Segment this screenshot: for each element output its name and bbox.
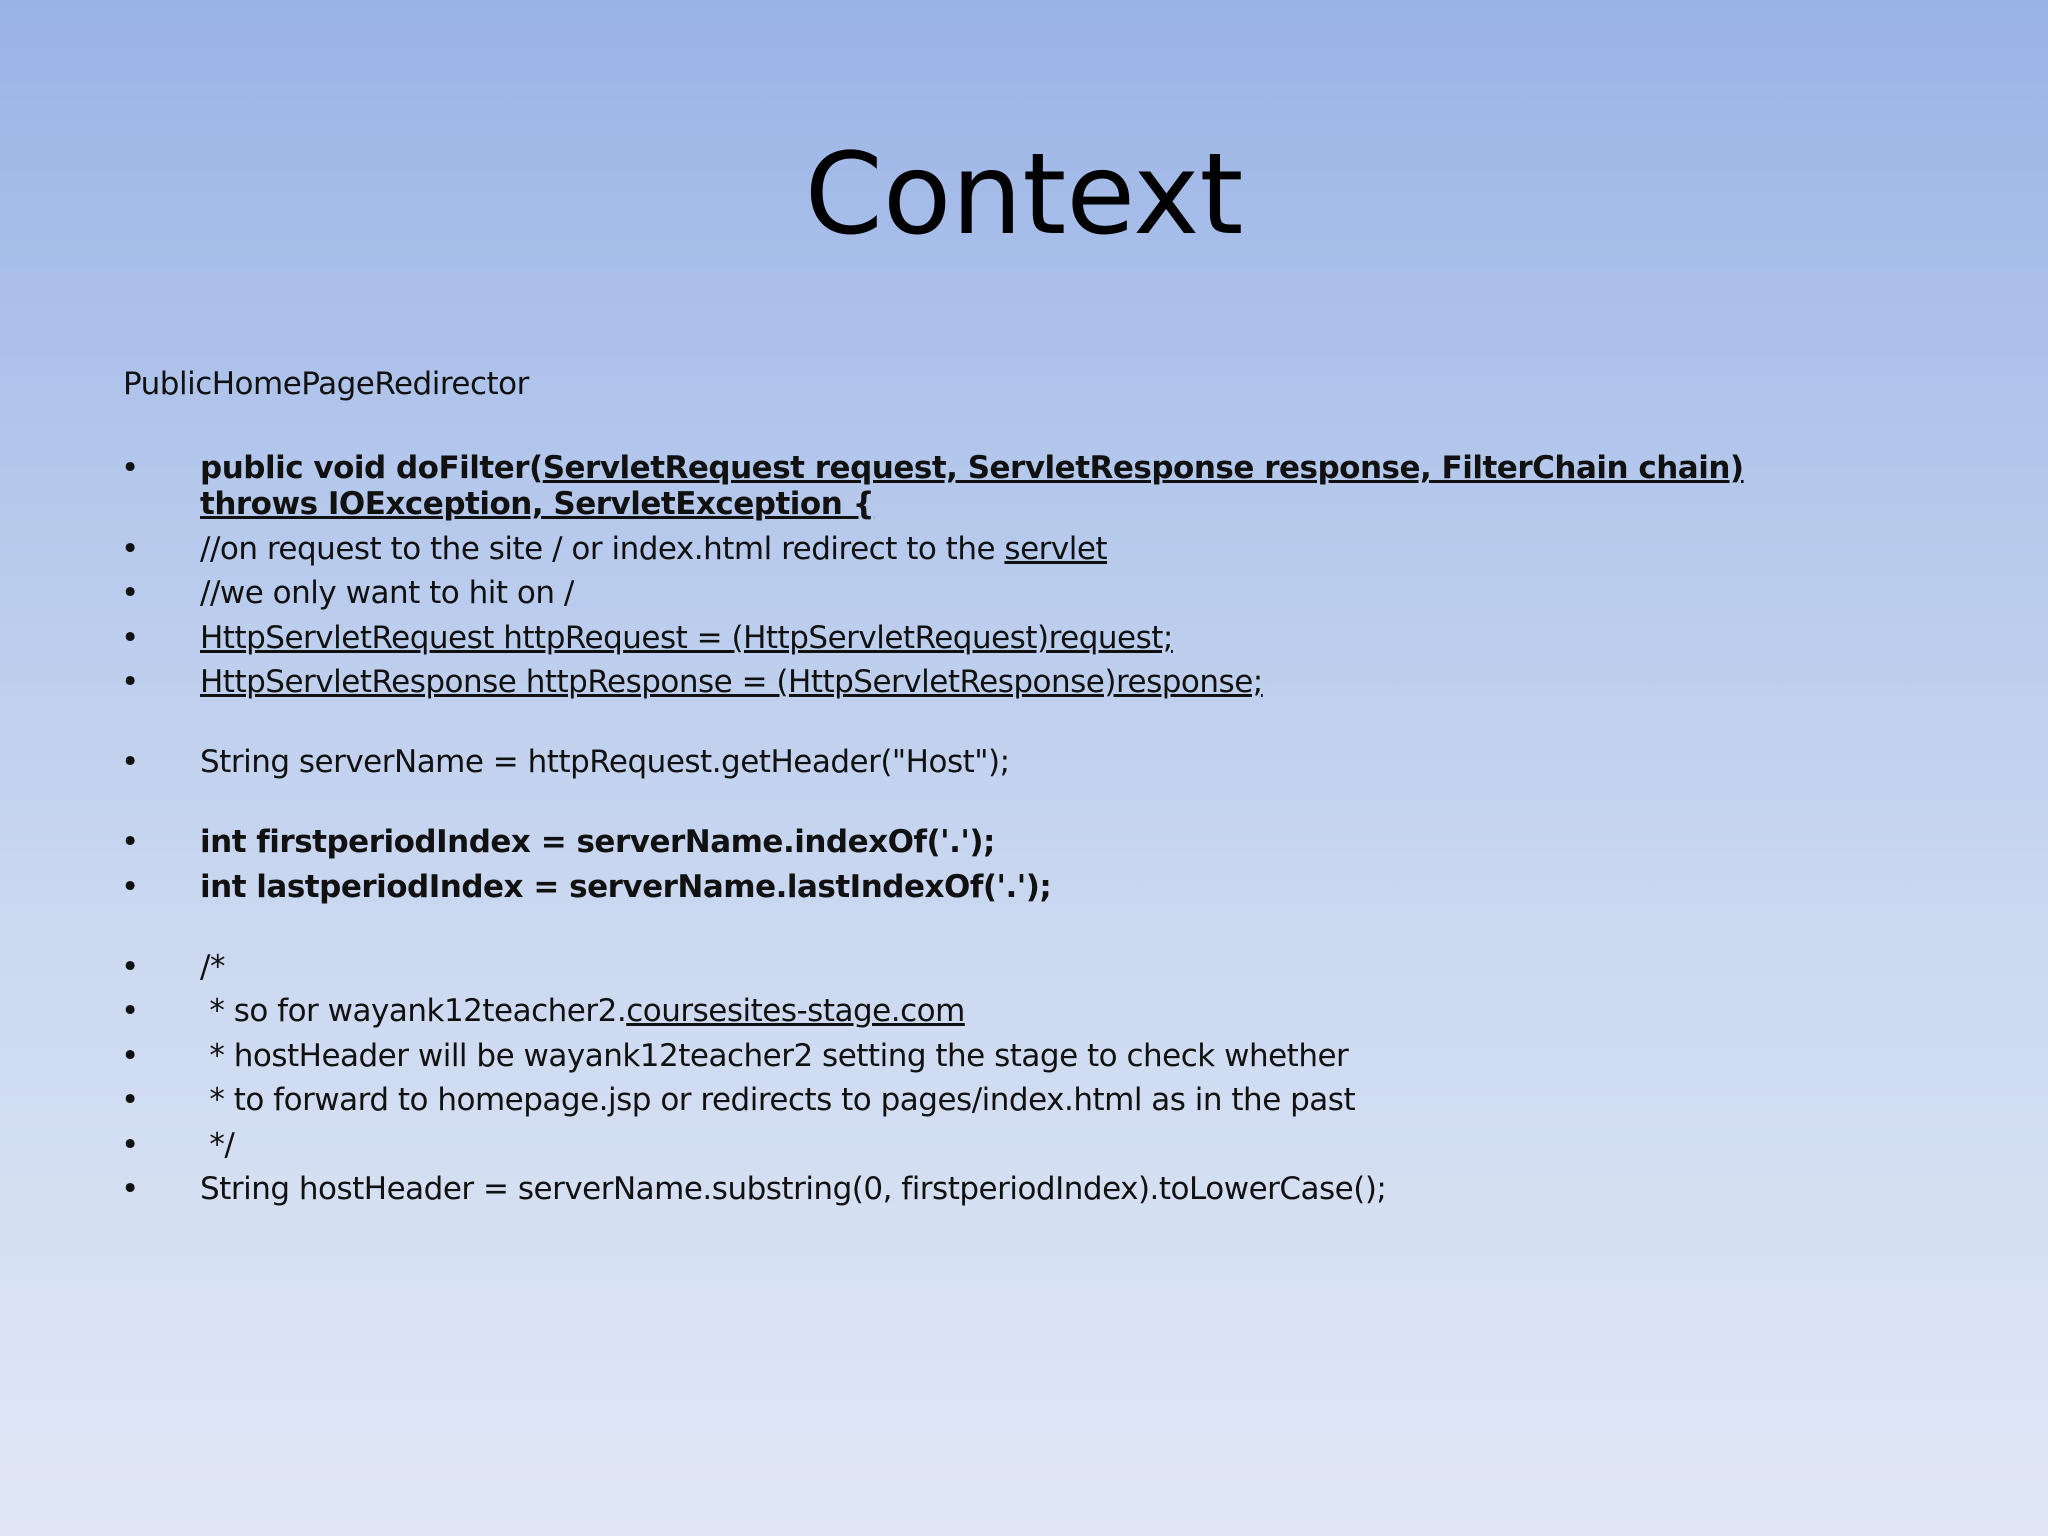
bullet-icon: • [121, 744, 139, 780]
list-item [0, 993, 2048, 1029]
list-item [0, 620, 2048, 656]
bullet-icon: • [121, 1126, 139, 1163]
list-item [0, 1127, 2048, 1163]
code-line [200, 450, 1744, 522]
list-item [0, 575, 2048, 611]
code-line [200, 993, 965, 1029]
underlined-code-text: ServletRequest request, ServletResponse response, FilterChain chain) throws IOException, ServletException { [200, 450, 1744, 522]
list-item [0, 1082, 2048, 1118]
class-name-label: PublicHomePageRedirector [123, 366, 529, 402]
bullet-icon: • [121, 824, 139, 860]
underlined-code-text: coursesites-stage.com [626, 993, 965, 1029]
underlined-code-text: servlet [1004, 530, 1108, 567]
code-line [200, 531, 1107, 567]
bullet-icon: • [121, 619, 139, 656]
bullet-icon: • [121, 993, 139, 1029]
list-item [0, 824, 2048, 860]
bullet-icon: • [121, 450, 139, 486]
code-line: */ [200, 1126, 235, 1163]
bullet-icon: • [121, 1082, 139, 1118]
bullet-icon: • [121, 575, 139, 611]
code-line: * hostHeader will be wayank12teacher2 setting the stage to check whether [200, 1037, 1349, 1074]
list-item [0, 664, 2048, 700]
bullet-icon: • [121, 868, 139, 905]
code-text: * so for wayank12teacher2. [200, 993, 627, 1029]
slide-title: Context [804, 130, 1244, 260]
bullet-icon: • [121, 664, 139, 700]
list-item [0, 450, 2048, 522]
list-item [0, 1171, 2048, 1207]
code-line: String serverName = httpRequest.getHeader("Host"); [200, 744, 1010, 780]
code-text: //on request to the site / or index.html redirect to the [200, 530, 1005, 567]
code-line: HttpServletRequest httpRequest = (HttpServletRequest)request; [200, 619, 1173, 656]
code-line: int firstperiodIndex = serverName.indexOf('.'); [200, 824, 995, 860]
list-item [0, 744, 2048, 780]
list-item [0, 1038, 2048, 1074]
code-text: public void doFilter( [200, 450, 543, 486]
code-line: int lastperiodIndex = serverName.lastIndexOf('.'); [200, 868, 1052, 905]
code-bullet-list [0, 450, 2048, 1216]
bullet-icon: • [121, 1037, 139, 1074]
code-line: String hostHeader = serverName.substring(0, firstperiodIndex).toLowerCase(); [200, 1171, 1387, 1207]
list-item [0, 949, 2048, 985]
code-line: HttpServletResponse httpResponse = (HttpServletResponse)response; [200, 664, 1263, 700]
bullet-icon: • [121, 530, 139, 567]
code-line: * to forward to homepage.jsp or redirects to pages/index.html as in the past [200, 1082, 1356, 1118]
code-line: /* [200, 948, 225, 985]
bullet-icon: • [121, 948, 139, 985]
list-item [0, 869, 2048, 905]
bullet-icon: • [121, 1171, 139, 1207]
list-item [0, 531, 2048, 567]
code-line: //we only want to hit on / [200, 575, 574, 611]
